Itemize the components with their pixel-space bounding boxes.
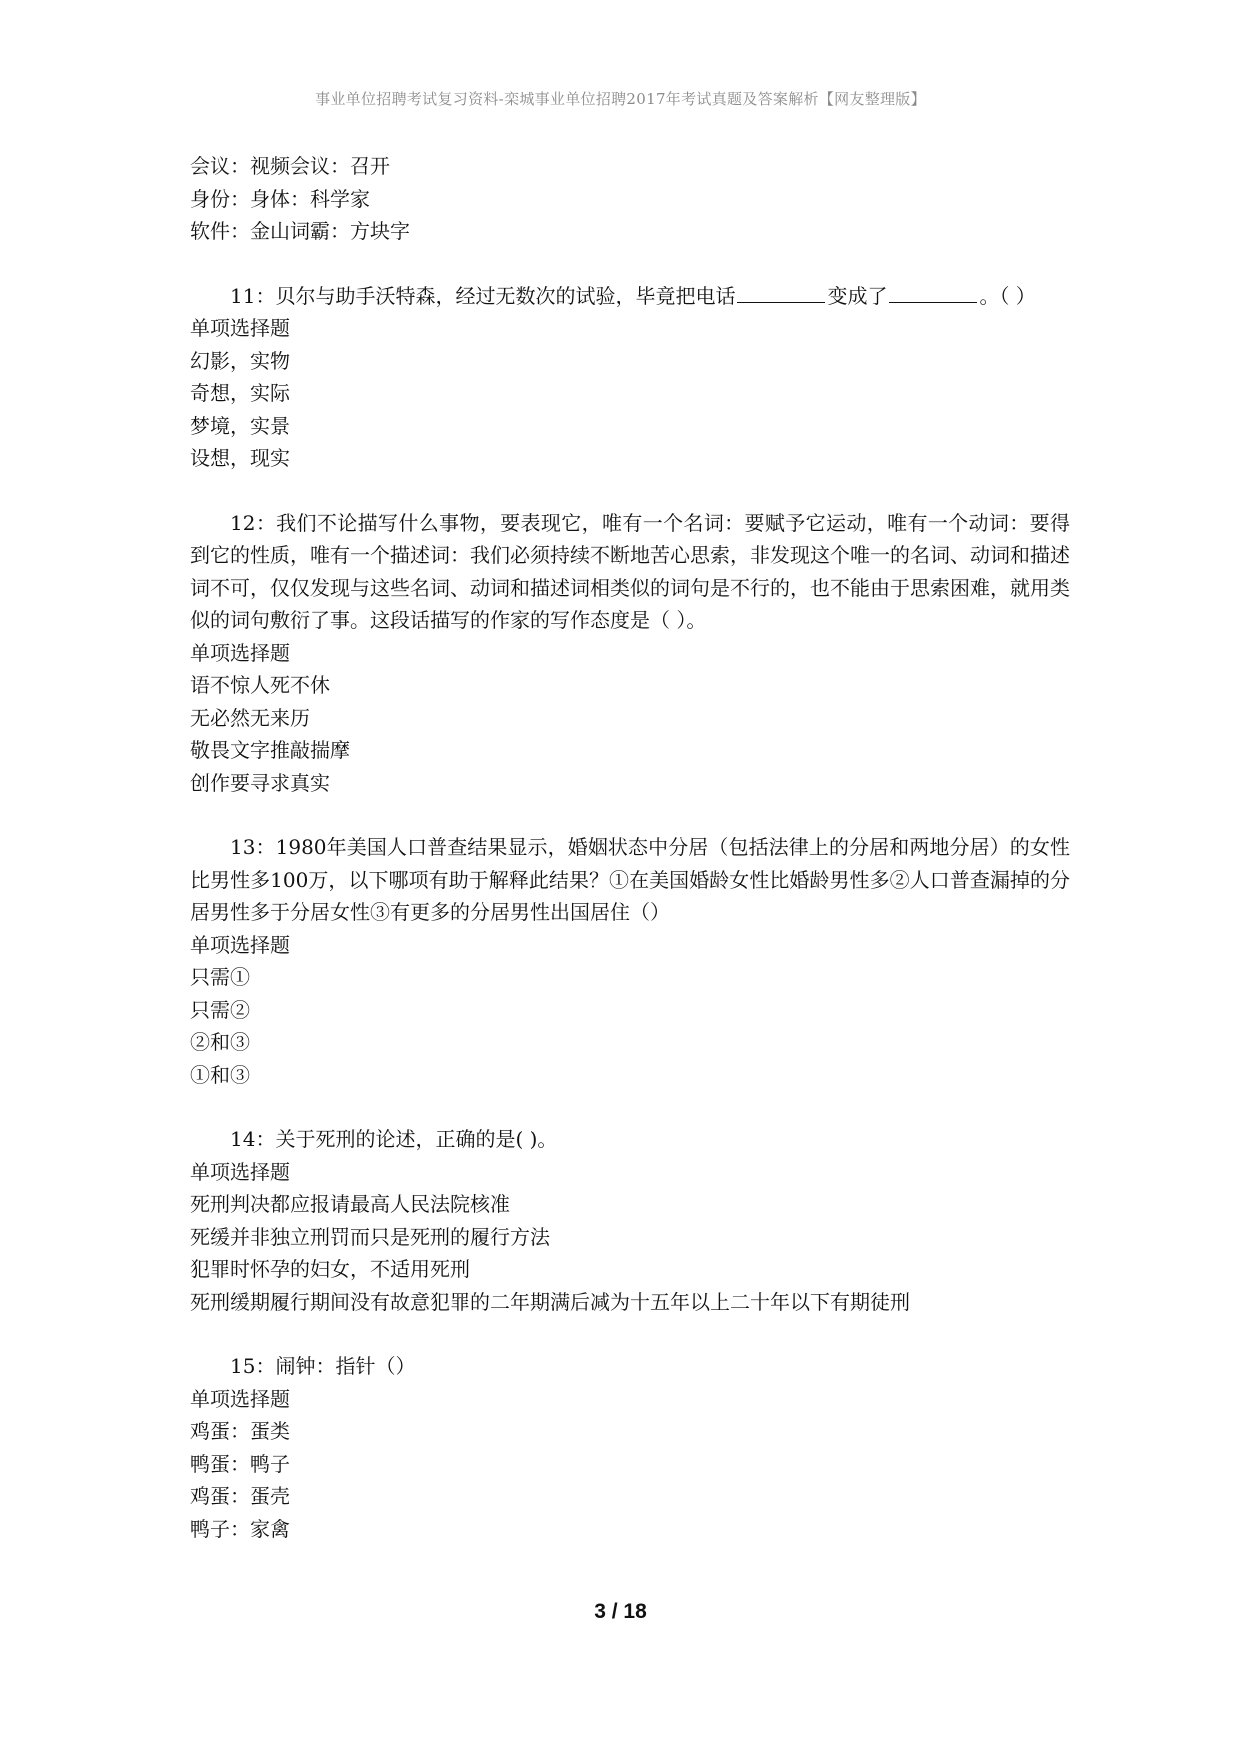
option-line: 鸡蛋：蛋壳 [190,1484,290,1508]
option-line: 软件：金山词霸：方块字 [190,219,410,243]
page-number: 3 / 18 [594,1600,647,1623]
option-line: 犯罪时怀孕的妇女，不适用死刑 [190,1257,470,1281]
option-line: ①和③ [190,1062,250,1087]
question-13 [190,831,1070,1091]
option-line: 死刑缓期履行期间没有故意犯罪的二年期满后减为十五年以上二十年以下有期徒刑 [190,1289,910,1314]
option-line: 梦境，实景 [190,413,290,438]
option-line: 敬畏文字推敲揣摩 [190,738,350,762]
page-header: 事业单位招聘考试复习资料-栾城事业单位招聘2017年考试真题及答案解析【网友整理版】 [315,90,926,108]
stem-part: 变成了 [827,283,888,308]
option-line: 身份：身体：科学家 [190,186,370,211]
question-stem: 13：1980年美国人口普查结果显示，婚姻状态中分居（包括法律上的分居和两地分居）的女性比男性多100万，以下哪项有助于解释此结果？①在美国婚龄女性比婚龄男性多②人口普查漏掉的分居男性多于分居女性③有更多的分居男性出国居住（） [190,835,1070,924]
question-type: 单项选择题 [190,1386,290,1411]
option-line: 鸭蛋：鸭子 [190,1451,290,1476]
question-type: 单项选择题 [190,932,290,957]
question-14 [190,1123,1070,1318]
option-line: 鸭子：家禽 [190,1516,290,1541]
page-content [190,150,1070,1577]
option-line: 语不惊人死不休 [190,673,330,697]
question-type: 单项选择题 [190,1159,290,1184]
question-type: 单项选择题 [190,316,290,340]
stem-part: 11：贝尔与助手沃特森，经过无数次的试验，毕竟把电话 [230,283,736,308]
option-line: 幻影，实物 [190,348,290,373]
question-stem: 15：闹钟：指针（） [230,1354,416,1378]
question-type: 单项选择题 [190,640,290,665]
option-line: 只需① [190,965,250,989]
option-line: 死刑判决都应报请最高人民法院核准 [190,1192,510,1216]
option-line: ②和③ [190,1030,250,1054]
stem-part: 。（ ） [979,283,1036,308]
answer-blank [889,282,977,303]
question-stem [190,280,1070,313]
option-line: 会议：视频会议：召开 [190,154,390,178]
option-line: 设想，现实 [190,446,290,470]
option-line: 只需② [190,997,250,1022]
question-12 [190,507,1070,800]
previous-options [190,150,1070,248]
option-line: 死缓并非独立刑罚而只是死刑的履行方法 [190,1224,550,1249]
answer-blank [737,282,825,303]
option-line: 创作要寻求真实 [190,770,330,795]
option-line: 奇想，实际 [190,381,290,405]
question-stem: 14：关于死刑的论述，正确的是( )。 [230,1127,558,1151]
question-stem: 12：我们不论描写什么事物，要表现它，唯有一个名词：要赋予它运动，唯有一个动词：要得到它的性质，唯有一个描述词：我们必须持续不断地苦心思索，非发现这个唯一的名词、动词和描述词不可，仅仅发现与这些名词、动词和描述词相类似的词句是不行的，也不能由于思索困难，就用类似的词句敷衍了事。这段话描写的作家的写作态度是（ ）。 [190,510,1070,632]
option-line: 无必然无来历 [190,705,310,730]
option-line: 鸡蛋：蛋类 [190,1419,290,1443]
question-15 [190,1350,1070,1545]
question-11 [190,280,1070,475]
